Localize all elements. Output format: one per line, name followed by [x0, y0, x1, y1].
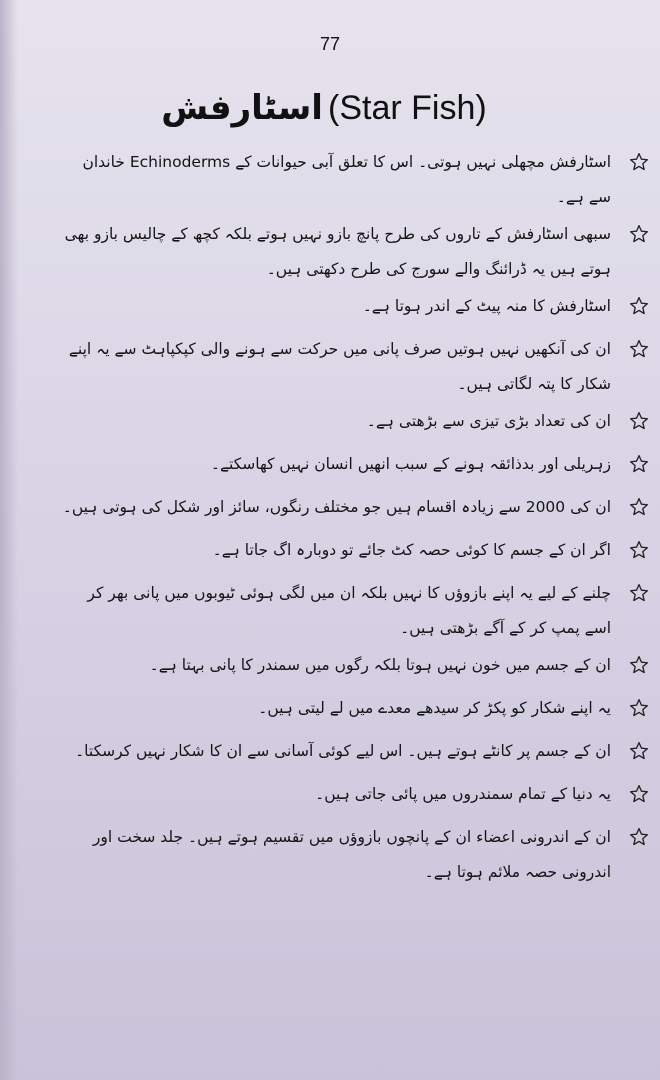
- star-outline-icon: [629, 497, 649, 517]
- page-number: 77: [319, 34, 341, 54]
- list-item: [60, 404, 655, 439]
- list-item: [60, 289, 655, 324]
- list-item-text: چلنے کے لیے یہ اپنے بازوؤں کا نہیں بلکہ ان میں لگی ہوئی ٹیوبوں میں پانی بھر کر اسے پمپ کر کے آگے بڑھتی ہیں۔: [87, 584, 611, 637]
- list-item: [60, 691, 655, 726]
- star-outline-icon: [629, 296, 649, 316]
- star-outline-icon: [629, 784, 649, 804]
- list-item-text: اسٹارفش کا منہ پیٹ کے اندر ہوتا ہے۔: [362, 297, 611, 315]
- list-item: [60, 734, 655, 769]
- list-item: [60, 648, 655, 683]
- page-title: [0, 88, 660, 128]
- list-item: [60, 576, 655, 646]
- list-item: [60, 820, 655, 890]
- star-outline-icon: [629, 454, 649, 474]
- list-item: [60, 490, 655, 525]
- star-outline-icon: [629, 224, 649, 244]
- star-outline-icon: [629, 411, 649, 431]
- star-outline-icon: [629, 655, 649, 675]
- list-item-text: ان کے جسم پر کانٹے ہوتے ہیں۔ اس لیے کوئی آسانی سے ان کا شکار نہیں کرسکتا۔: [75, 742, 611, 760]
- list-item-text: ان کے اندرونی اعضاء ان کے پانچوں بازوؤں میں تقسیم ہوتے ہیں۔ جلد سخت اور اندرونی حصہ ملائم ہوتا ہے۔: [92, 828, 611, 881]
- fact-list: [60, 145, 655, 892]
- star-outline-icon: [629, 741, 649, 761]
- title-english: (Star Fish): [328, 89, 487, 127]
- list-item-text: سبھی اسٹارفش کے تاروں کی طرح پانچ بازو نہیں ہوتے بلکہ کچھ کے چالیس بازو بھی ہوتے ہیں یہ ڈرائنگ والے سورج کی طرح دکھتی ہیں۔: [64, 225, 611, 278]
- list-item-text: زہریلی اور بدذائقہ ہونے کے سبب انھیں انسان نہیں کھاسکتے۔: [210, 455, 611, 473]
- list-item-text: یہ اپنے شکار کو پکڑ کر سیدھے معدے میں لے لیتی ہیں۔: [258, 699, 611, 717]
- list-item: [60, 145, 655, 215]
- star-outline-icon: [629, 583, 649, 603]
- star-outline-icon: [629, 827, 649, 847]
- list-item-text: ان کی تعداد بڑی تیزی سے بڑھتی ہے۔: [366, 412, 611, 430]
- list-item: [60, 777, 655, 812]
- title-urdu: اسٹارفش: [161, 88, 323, 128]
- list-item: [60, 447, 655, 482]
- list-item-text: ان کی آنکھیں نہیں ہوتیں صرف پانی میں حرکت سے ہونے والی کپکپاہٹ سے یہ اپنے شکار کا پتہ لگاتی ہیں۔: [68, 340, 611, 393]
- list-item: [60, 217, 655, 287]
- star-outline-icon: [629, 152, 649, 172]
- star-outline-icon: [629, 698, 649, 718]
- list-item: [60, 332, 655, 402]
- star-outline-icon: [629, 339, 649, 359]
- list-item-text: ان کی 2000 سے زیادہ اقسام ہیں جو مختلف رنگوں، سائز اور شکل کی ہوتی ہیں۔: [62, 498, 611, 516]
- list-item-text: اسٹارفش مچھلی نہیں ہوتی۔ اس کا تعلق آبی حیوانات کے Echinoderms خاندان سے ہے۔: [82, 153, 611, 206]
- list-item-text: اگر ان کے جسم کا کوئی حصہ کٹ جائے تو دوبارہ اگ جاتا ہے۔: [212, 541, 611, 559]
- star-outline-icon: [629, 540, 649, 560]
- list-item-text: ان کے جسم میں خون نہیں ہوتا بلکہ رگوں میں سمندر کا پانی بہتا ہے۔: [149, 656, 611, 674]
- list-item: [60, 533, 655, 568]
- list-item-text: یہ دنیا کے تمام سمندروں میں پائی جاتی ہیں۔: [315, 785, 611, 803]
